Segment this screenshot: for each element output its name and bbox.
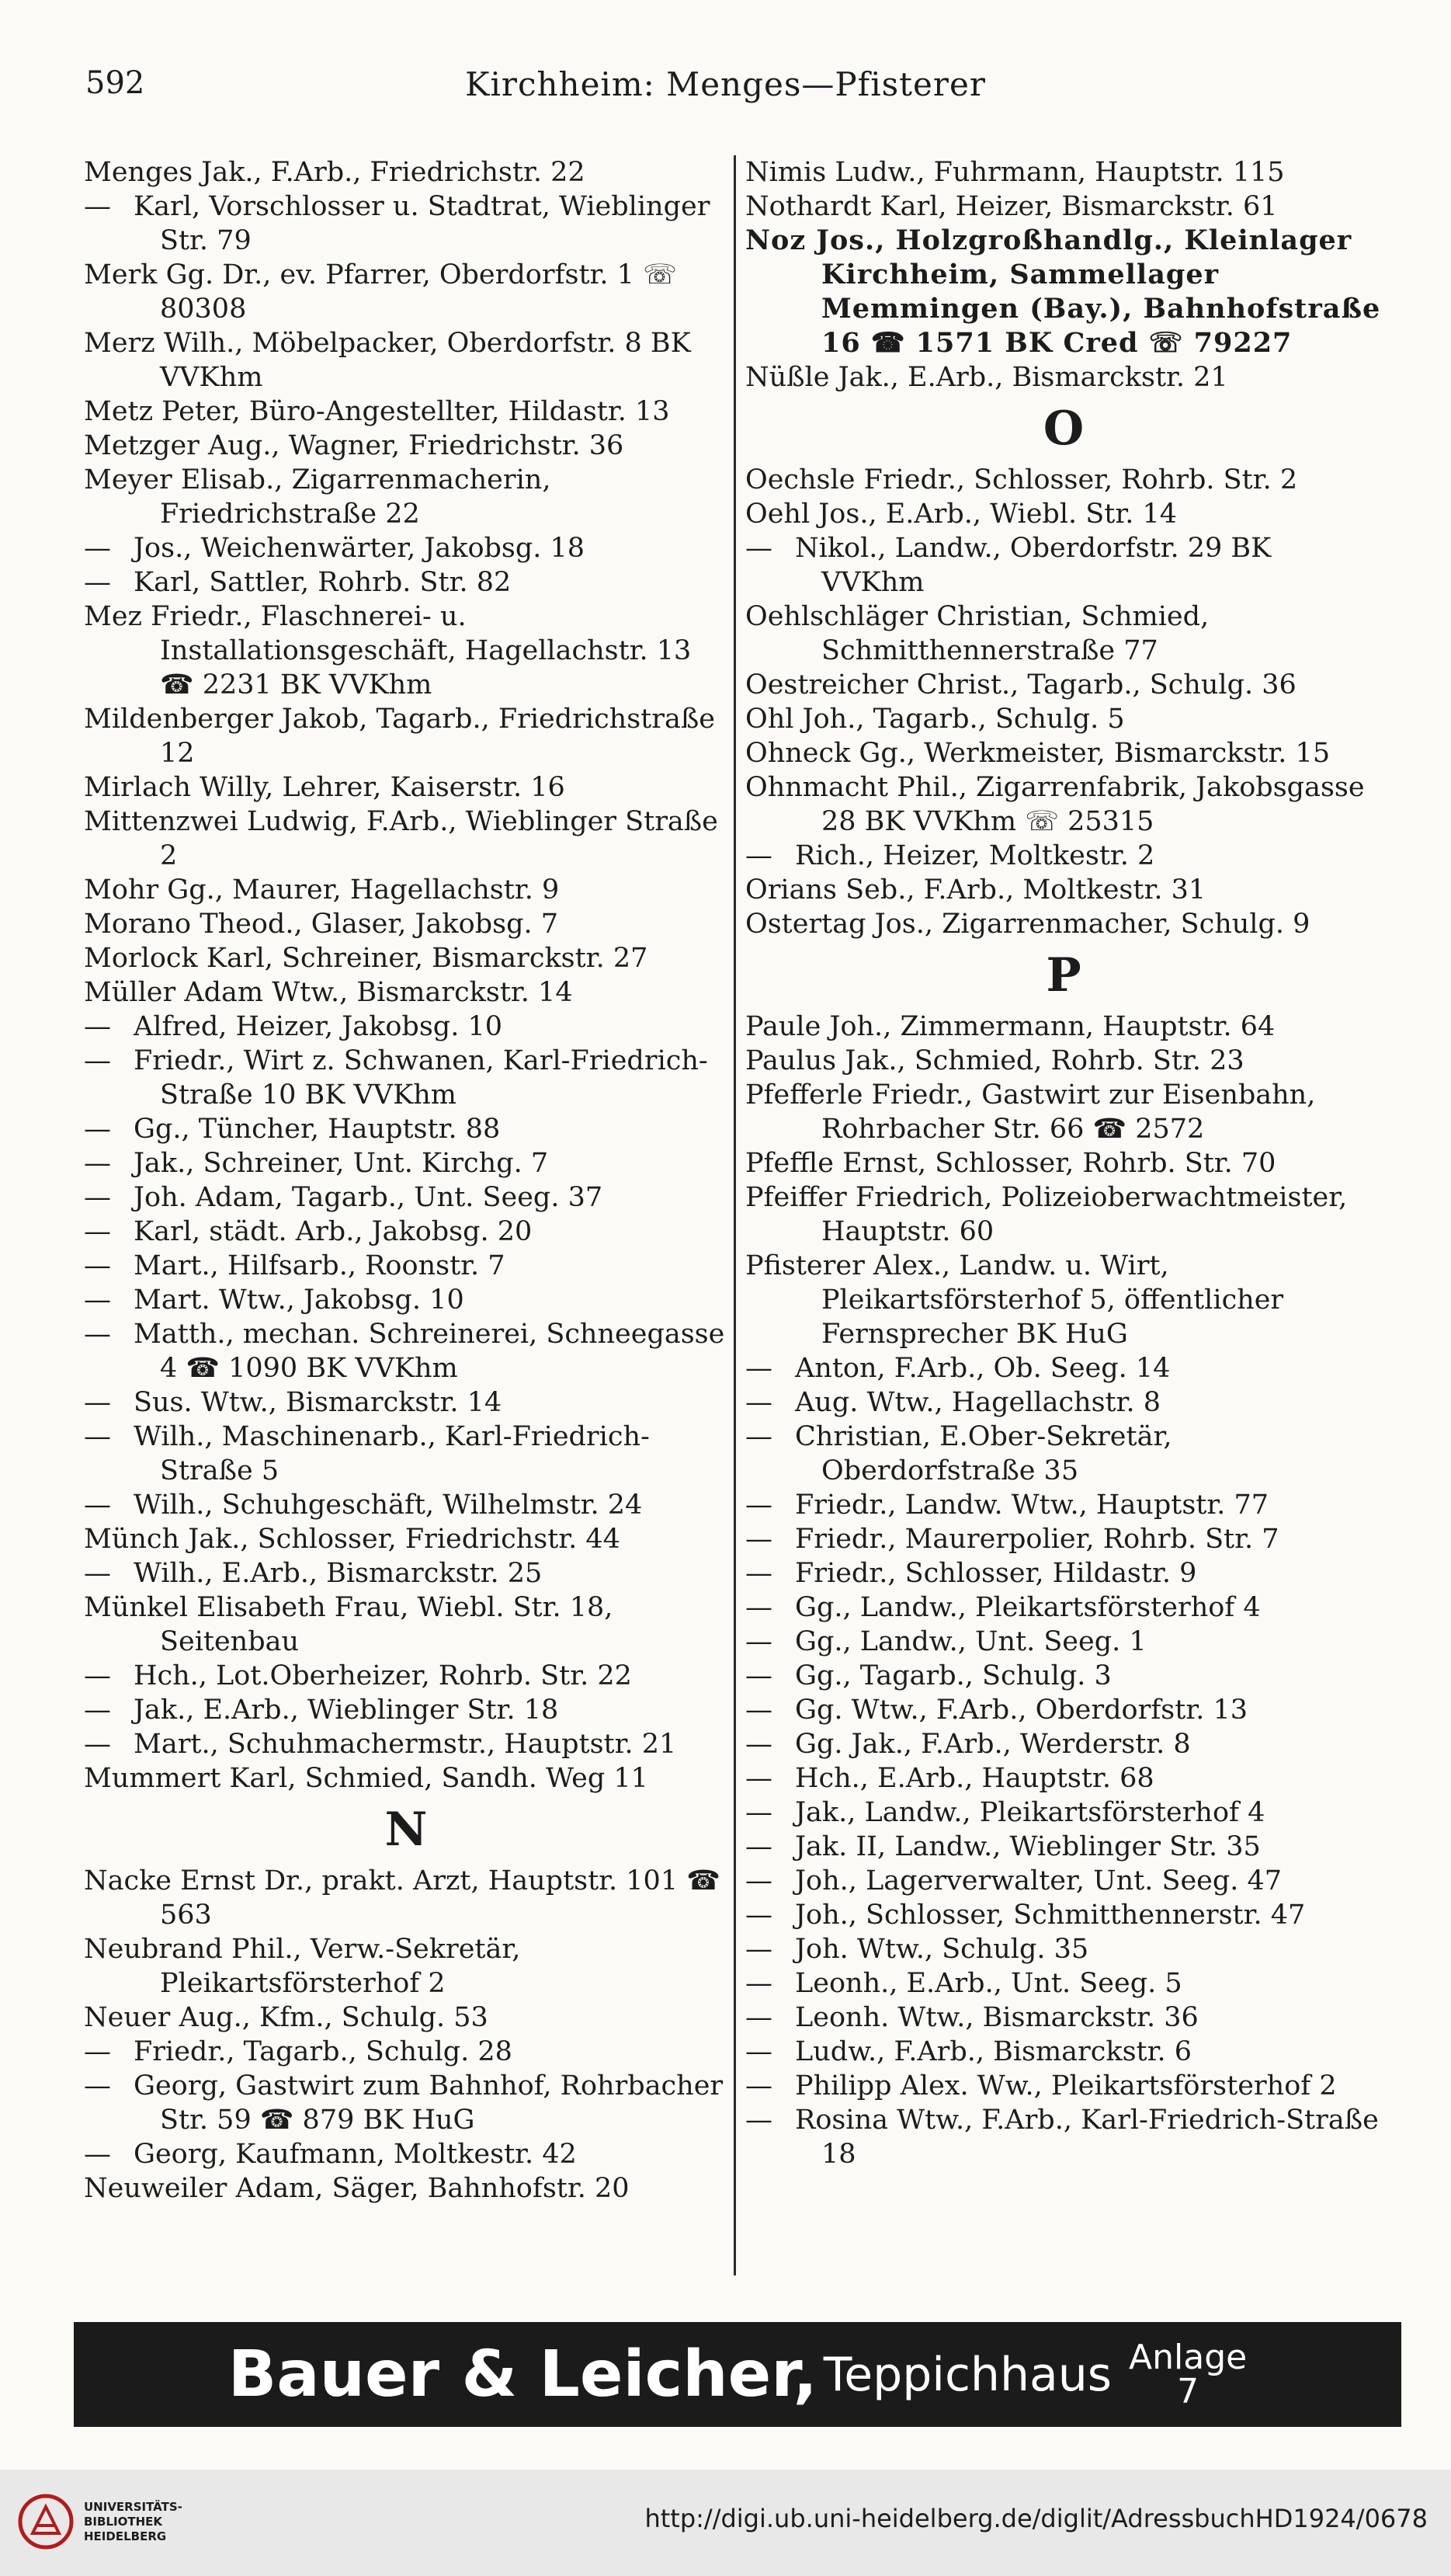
directory-entry bbox=[745, 1727, 1382, 1761]
entry-text: Pfeffle Ernst, Schlosser, Rohrb. Str. 70 bbox=[745, 1148, 1276, 1179]
directory-entry bbox=[745, 702, 1382, 736]
entry-text: Noz Jos., Holzgroßhandlg., Kleinlager Kirchheim, Sammellager Memmingen (Bay.), Bahnhofstraße 16 ☎ 1571 BK Cred ☏ 79227 bbox=[745, 224, 1381, 359]
directory-entry bbox=[84, 1146, 728, 1180]
directory-entry bbox=[84, 600, 728, 702]
directory-entry bbox=[745, 497, 1382, 531]
directory-entry bbox=[84, 326, 728, 395]
directory-entry bbox=[84, 1317, 728, 1385]
entry-text: Metz Peter, Büro-Angestellter, Hildastr. 13 bbox=[84, 396, 670, 427]
running-head: Kirchheim: Menges—Pfisterer bbox=[465, 65, 986, 103]
entry-text: Hch., Lot.Oberheizer, Rohrb. Str. 22 bbox=[134, 1660, 632, 1691]
directory-entry bbox=[84, 805, 728, 873]
ditto-dash: — bbox=[84, 1045, 111, 1076]
entry-text: Leonh. Wtw., Bismarckstr. 36 bbox=[795, 2002, 1199, 2033]
ditto-dash: — bbox=[745, 1831, 772, 1862]
directory-entry bbox=[745, 1351, 1382, 1385]
page-header bbox=[85, 65, 1366, 112]
ditto-dash: — bbox=[84, 2036, 111, 2067]
entry-text: Merz Wilh., Möbelpacker, Oberdorfstr. 8 BK VVKhm bbox=[84, 328, 691, 393]
directory-entry bbox=[84, 258, 728, 326]
ditto-dash: — bbox=[745, 1660, 772, 1691]
entry-text: Christian, E.Ober-Sekretär, Oberdorfstraße 35 bbox=[795, 1421, 1172, 1486]
entry-text: Oehlschläger Christian, Schmied, Schmitthennerstraße 77 bbox=[745, 601, 1210, 666]
directory-entry bbox=[745, 1556, 1382, 1590]
entry-text: Jos., Weichenwärter, Jakobsg. 18 bbox=[134, 533, 585, 564]
library-name-line-1: UNIVERSITÄTS- bbox=[84, 2499, 182, 2514]
entry-text: Nothardt Karl, Heizer, Bismarckstr. 61 bbox=[745, 191, 1278, 222]
ditto-dash: — bbox=[84, 1285, 111, 1316]
ditto-dash: — bbox=[84, 1250, 111, 1281]
ditto-dash: — bbox=[745, 1934, 772, 1965]
entry-text: Meyer Elisab., Zigarrenmacherin, Friedrichstraße 22 bbox=[84, 464, 551, 530]
directory-entry bbox=[745, 600, 1382, 668]
directory-entry bbox=[84, 1180, 728, 1215]
directory-entry bbox=[745, 2069, 1382, 2103]
library-logo[interactable] bbox=[17, 2493, 182, 2550]
ditto-dash: — bbox=[84, 1558, 111, 1589]
entry-text: Menges Jak., F.Arb., Friedrichstr. 22 bbox=[84, 157, 585, 188]
ditto-dash: — bbox=[745, 2036, 772, 2067]
right-column bbox=[745, 155, 1382, 2171]
directory-entry bbox=[84, 2171, 728, 2206]
entry-text: Wilh., E.Arb., Bismarckstr. 25 bbox=[134, 1558, 543, 1589]
directory-entry bbox=[745, 1249, 1382, 1351]
ditto-dash: — bbox=[745, 1763, 772, 1794]
entry-text: Neuweiler Adam, Säger, Bahnhofstr. 20 bbox=[84, 2173, 630, 2204]
directory-entry bbox=[84, 1385, 728, 1420]
directory-entry bbox=[745, 189, 1382, 224]
ditto-dash: — bbox=[745, 1797, 772, 1828]
entry-text: Merk Gg. Dr., ev. Pfarrer, Oberdorfstr. 1 ☏ 80308 bbox=[84, 259, 677, 325]
entry-text: Mart., Hilfsarb., Roonstr. 7 bbox=[134, 1250, 505, 1281]
entry-text: Gg., Landw., Unt. Seeg. 1 bbox=[795, 1626, 1147, 1657]
directory-entry bbox=[84, 1044, 728, 1112]
directory-entry bbox=[84, 1010, 728, 1044]
directory-entry bbox=[745, 1044, 1382, 1078]
ditto-dash: — bbox=[84, 1319, 111, 1350]
ditto-dash: — bbox=[745, 533, 772, 564]
directory-entry bbox=[745, 839, 1382, 873]
entry-text: Gg. Wtw., F.Arb., Oberdorfstr. 13 bbox=[795, 1695, 1248, 1726]
directory-entry bbox=[84, 395, 728, 429]
entry-text: Pfefferle Friedr., Gastwirt zur Eisenbahn, Rohrbacher Str. 66 ☎ 2572 bbox=[745, 1079, 1316, 1145]
entry-text: Georg, Kaufmann, Moltkestr. 42 bbox=[134, 2139, 577, 2170]
entry-text: Wilh., Schuhgeschäft, Wilhelmstr. 24 bbox=[134, 1490, 643, 1521]
directory-entry bbox=[745, 736, 1382, 770]
column-divider bbox=[734, 155, 736, 2275]
entry-text: Morano Theod., Glaser, Jakobsg. 7 bbox=[84, 909, 558, 940]
entry-text: Friedr., Wirt z. Schwanen, Karl-Friedrich-Straße 10 BK VVKhm bbox=[134, 1045, 708, 1111]
library-name-line-2: BIBLIOTHEK bbox=[84, 2514, 162, 2529]
directory-entry bbox=[745, 463, 1382, 497]
entry-text: Friedr., Landw. Wtw., Hauptstr. 77 bbox=[795, 1490, 1269, 1521]
entry-text: Karl, Vorschlosser u. Stadtrat, Wieblinger Str. 79 bbox=[134, 191, 710, 256]
directory-entry bbox=[84, 907, 728, 941]
ditto-dash: — bbox=[84, 1216, 111, 1247]
entry-text: Mirlach Willy, Lehrer, Kaiserstr. 16 bbox=[84, 772, 565, 803]
ditto-dash: — bbox=[745, 1900, 772, 1931]
section-letter: O bbox=[1043, 402, 1085, 456]
entry-text: Georg, Gastwirt zum Bahnhof, Rohrbacher Str. 59 ☎ 879 BK HuG bbox=[134, 2070, 724, 2136]
directory-entry bbox=[84, 2001, 728, 2035]
ditto-dash: — bbox=[745, 1421, 772, 1452]
ditto-dash: — bbox=[745, 1592, 772, 1623]
entry-text: Nacke Ernst Dr., prakt. Arzt, Hauptstr. 101 ☎ 563 bbox=[84, 1865, 720, 1931]
directory-entry bbox=[745, 907, 1382, 941]
entry-text: Rosina Wtw., F.Arb., Karl-Friedrich-Straße 18 bbox=[795, 2105, 1379, 2170]
entry-text: Friedr., Tagarb., Schulg. 28 bbox=[134, 2036, 512, 2067]
directory-entry bbox=[84, 1932, 728, 2001]
directory-entry bbox=[84, 1761, 728, 1796]
ditto-dash: — bbox=[84, 1695, 111, 1726]
directory-entry bbox=[745, 1659, 1382, 1693]
ditto-dash: — bbox=[745, 1353, 772, 1384]
directory-entry bbox=[745, 1385, 1382, 1420]
ditto-dash: — bbox=[84, 2070, 111, 2101]
directory-entry bbox=[84, 1864, 728, 1932]
advertisement-banner bbox=[74, 2322, 1401, 2427]
ditto-dash: — bbox=[745, 1968, 772, 1999]
entry-text: Jak., E.Arb., Wieblinger Str. 18 bbox=[134, 1695, 559, 1726]
directory-entry bbox=[84, 1693, 728, 1727]
ditto-dash: — bbox=[84, 1421, 111, 1452]
entry-text: Mildenberger Jakob, Tagarb., Friedrichstraße 12 bbox=[84, 704, 715, 769]
directory-entry bbox=[84, 770, 728, 805]
directory-entry bbox=[745, 1830, 1382, 1864]
directory-entry bbox=[84, 1420, 728, 1488]
ditto-dash: — bbox=[84, 1490, 111, 1521]
entry-text: Joh., Schlosser, Schmitthennerstr. 47 bbox=[795, 1900, 1306, 1931]
entry-text: Oechsle Friedr., Schlosser, Rohrb. Str. 2 bbox=[745, 464, 1298, 495]
directory-entry bbox=[84, 155, 728, 189]
entry-text: Karl, städt. Arb., Jakobsg. 20 bbox=[134, 1216, 533, 1247]
entry-text: Nüßle Jak., E.Arb., Bismarckstr. 21 bbox=[745, 362, 1228, 393]
entry-text: Ostertag Jos., Zigarrenmacher, Schulg. 9 bbox=[745, 909, 1310, 940]
section-letter: P bbox=[1046, 948, 1081, 1003]
entry-text: Jak., Landw., Pleikartsförsterhof 4 bbox=[795, 1797, 1265, 1828]
ditto-dash: — bbox=[745, 1558, 772, 1589]
entry-text: Philipp Alex. Ww., Pleikartsförsterhof 2 bbox=[795, 2070, 1337, 2101]
directory-entry bbox=[745, 1761, 1382, 1796]
directory-entry bbox=[745, 1966, 1382, 2001]
directory-entry bbox=[84, 565, 728, 600]
directory-entry bbox=[84, 702, 728, 770]
directory-entry bbox=[745, 873, 1382, 907]
entry-text: Ohneck Gg., Werkmeister, Bismarckstr. 15 bbox=[745, 738, 1331, 769]
directory-entry bbox=[745, 1078, 1382, 1146]
entry-text: Joh. Wtw., Schulg. 35 bbox=[795, 1934, 1089, 1965]
directory-entry bbox=[745, 1932, 1382, 1966]
entry-text: Mummert Karl, Schmied, Sandh. Weg 11 bbox=[84, 1763, 648, 1794]
directory-entry bbox=[84, 1215, 728, 1249]
ditto-dash: — bbox=[745, 2105, 772, 2136]
entry-text: Jak. II, Landw., Wieblinger Str. 35 bbox=[795, 1831, 1261, 1862]
entry-text: Joh. Adam, Tagarb., Unt. Seeg. 37 bbox=[134, 1182, 603, 1213]
ditto-dash: — bbox=[84, 1387, 111, 1418]
ditto-dash: — bbox=[84, 1011, 111, 1042]
ditto-dash: — bbox=[745, 1626, 772, 1657]
entry-text: Oestreicher Christ., Tagarb., Schulg. 36 bbox=[745, 669, 1297, 700]
ditto-dash: — bbox=[84, 533, 111, 564]
entry-text: Karl, Sattler, Rohrb. Str. 82 bbox=[134, 567, 512, 598]
section-letter: N bbox=[384, 1803, 428, 1857]
entry-text: Mez Friedr., Flaschnerei- u. Installationsgeschäft, Hagellachstr. 13 ☎ 2231 BK VVKhm bbox=[84, 601, 692, 700]
directory-entry bbox=[84, 429, 728, 463]
entry-text: Müller Adam Wtw., Bismarckstr. 14 bbox=[84, 977, 573, 1008]
ditto-dash: — bbox=[84, 567, 111, 598]
directory-entry bbox=[745, 360, 1382, 395]
directory-entry bbox=[84, 1590, 728, 1659]
directory-entry bbox=[745, 1796, 1382, 1830]
entry-text: Hch., E.Arb., Hauptstr. 68 bbox=[795, 1763, 1154, 1794]
directory-entry bbox=[745, 224, 1382, 360]
entry-text: Ohl Joh., Tagarb., Schulg. 5 bbox=[745, 704, 1125, 735]
entry-text: Sus. Wtw., Bismarckstr. 14 bbox=[134, 1387, 502, 1418]
ditto-dash: — bbox=[84, 1114, 111, 1145]
entry-text: Neubrand Phil., Verw.-Sekretär, Pleikartsförsterhof 2 bbox=[84, 1934, 521, 1999]
entry-text: Joh., Lagerverwalter, Unt. Seeg. 47 bbox=[795, 1865, 1283, 1896]
directory-entry bbox=[84, 941, 728, 975]
directory-entry bbox=[84, 2137, 728, 2171]
directory-entry bbox=[745, 1180, 1382, 1249]
entry-text: Metzger Aug., Wagner, Friedrichstr. 36 bbox=[84, 430, 624, 461]
directory-entry bbox=[84, 1556, 728, 1590]
ditto-dash: — bbox=[84, 1182, 111, 1213]
directory-entry bbox=[745, 1522, 1382, 1556]
entry-text: Münkel Elisabeth Frau, Wiebl. Str. 18, Seitenbau bbox=[84, 1592, 613, 1657]
entry-text: Gg., Landw., Pleikartsförsterhof 4 bbox=[795, 1592, 1261, 1623]
directory-entry bbox=[84, 873, 728, 907]
entry-text: Neuer Aug., Kfm., Schulg. 53 bbox=[84, 2002, 488, 2033]
directory-entry bbox=[84, 463, 728, 531]
ditto-dash: — bbox=[745, 840, 772, 871]
ad-address bbox=[1129, 2337, 1248, 2411]
directory-entry bbox=[745, 1693, 1382, 1727]
entry-text: Ludw., F.Arb., Bismarckstr. 6 bbox=[795, 2036, 1192, 2067]
viewer-footer bbox=[0, 2470, 1451, 2576]
entry-text: Mittenzwei Ludwig, F.Arb., Wieblinger Straße 2 bbox=[84, 806, 718, 871]
directory-entry bbox=[745, 1010, 1382, 1044]
entry-text: Wilh., Maschinenarb., Karl-Friedrich-Straße 5 bbox=[134, 1421, 650, 1486]
ditto-dash: — bbox=[745, 2070, 772, 2101]
directory-entry bbox=[745, 531, 1382, 600]
entry-text: Ohnmacht Phil., Zigarrenfabrik, Jakobsgasse 28 BK VVKhm ☏ 25315 bbox=[745, 772, 1365, 837]
directory-entry bbox=[745, 1488, 1382, 1522]
ad-address-number: 7 bbox=[1177, 2371, 1199, 2411]
directory-entry bbox=[745, 2035, 1382, 2069]
library-name-line-3: HEIDELBERG bbox=[84, 2529, 167, 2543]
permalink-url[interactable]: http://digi.ub.uni-heidelberg.de/diglit/AdressbuchHD1924/0678 bbox=[644, 2504, 1428, 2533]
entry-text: Morlock Karl, Schreiner, Bismarckstr. 27 bbox=[84, 943, 648, 974]
ad-address-street: Anlage bbox=[1129, 2337, 1248, 2377]
entry-text: Gg. Jak., F.Arb., Werderstr. 8 bbox=[795, 1729, 1191, 1760]
directory-entry bbox=[745, 668, 1382, 702]
entry-text: Rich., Heizer, Moltkestr. 2 bbox=[795, 840, 1155, 871]
library-name bbox=[84, 2500, 182, 2544]
entry-text: Paule Joh., Zimmermann, Hauptstr. 64 bbox=[745, 1011, 1276, 1042]
directory-entry bbox=[745, 2001, 1382, 2035]
ditto-dash: — bbox=[745, 1524, 772, 1555]
directory-entry bbox=[745, 1898, 1382, 1932]
directory-entry bbox=[84, 1727, 728, 1761]
entry-text: Leonh., E.Arb., Unt. Seeg. 5 bbox=[795, 1968, 1182, 1999]
left-column bbox=[84, 155, 728, 2206]
entry-text: Pfisterer Alex., Landw. u. Wirt, Pleikartsförsterhof 5, öffentlicher Fernsprecher BK HuG bbox=[745, 1250, 1284, 1350]
directory-entry bbox=[84, 975, 728, 1010]
entry-text: Gg., Tüncher, Hauptstr. 88 bbox=[134, 1114, 501, 1145]
entry-text: Pfeiffer Friedrich, Polizeioberwachtmeister, Hauptstr. 60 bbox=[745, 1182, 1348, 1247]
entry-text: Friedr., Schlosser, Hildastr. 9 bbox=[795, 1558, 1197, 1589]
ditto-dash: — bbox=[745, 1490, 772, 1521]
ditto-dash: — bbox=[84, 1660, 111, 1691]
ditto-dash: — bbox=[745, 1695, 772, 1726]
ditto-dash: — bbox=[84, 191, 111, 222]
directory-entry bbox=[745, 770, 1382, 839]
ditto-dash: — bbox=[745, 1865, 772, 1896]
entry-text: Nikol., Landw., Oberdorfstr. 29 BK VVKhm bbox=[795, 533, 1272, 598]
ad-company-name: Bauer & Leicher, bbox=[227, 2338, 817, 2411]
directory-entry bbox=[745, 2103, 1382, 2171]
ditto-dash: — bbox=[84, 2139, 111, 2170]
entry-text: Alfred, Heizer, Jakobsg. 10 bbox=[134, 1011, 502, 1042]
directory-entry bbox=[745, 1864, 1382, 1898]
directory-entry bbox=[745, 155, 1382, 189]
directory-entry bbox=[84, 2035, 728, 2069]
ad-business-type: Teppichhaus bbox=[823, 2347, 1113, 2402]
ditto-dash: — bbox=[745, 1729, 772, 1760]
directory-entry bbox=[84, 1488, 728, 1522]
entry-text: Friedr., Maurerpolier, Rohrb. Str. 7 bbox=[795, 1524, 1279, 1555]
directory-entry bbox=[84, 531, 728, 565]
entry-text: Gg., Tagarb., Schulg. 3 bbox=[795, 1660, 1112, 1691]
directory-entry bbox=[84, 2069, 728, 2137]
ditto-dash: — bbox=[745, 2002, 772, 2033]
page-number: 592 bbox=[85, 65, 145, 101]
directory-entry bbox=[745, 1420, 1382, 1488]
entry-text: Mohr Gg., Maurer, Hagellachstr. 9 bbox=[84, 874, 560, 906]
directory-entry bbox=[745, 1590, 1382, 1625]
directory-entry bbox=[84, 1522, 728, 1556]
directory-entry bbox=[84, 189, 728, 258]
directory-entry bbox=[745, 1146, 1382, 1180]
entry-text: Orians Seb., F.Arb., Moltkestr. 31 bbox=[745, 874, 1206, 906]
directory-entry bbox=[84, 1283, 728, 1317]
directory-entry bbox=[745, 1625, 1382, 1659]
entry-text: Mart. Wtw., Jakobsg. 10 bbox=[134, 1285, 464, 1316]
ditto-dash: — bbox=[84, 1729, 111, 1760]
entry-text: Oehl Jos., E.Arb., Wiebl. Str. 14 bbox=[745, 499, 1178, 530]
entry-text: Matth., mechan. Schreinerei, Schneegasse 4 ☎ 1090 BK VVKhm bbox=[134, 1319, 725, 1384]
directory-entry bbox=[84, 1112, 728, 1146]
entry-text: Jak., Schreiner, Unt. Kirchg. 7 bbox=[134, 1148, 549, 1179]
entry-text: Aug. Wtw., Hagellachstr. 8 bbox=[795, 1387, 1161, 1418]
entry-text: Paulus Jak., Schmied, Rohrb. Str. 23 bbox=[745, 1045, 1244, 1076]
directory-entry bbox=[84, 1659, 728, 1693]
ditto-dash: — bbox=[84, 1148, 111, 1179]
entry-text: Anton, F.Arb., Ob. Seeg. 14 bbox=[795, 1353, 1171, 1384]
library-seal-icon bbox=[17, 2493, 75, 2550]
entry-text: Nimis Ludw., Fuhrmann, Hauptstr. 115 bbox=[745, 157, 1285, 188]
entry-text: Münch Jak., Schlosser, Friedrichstr. 44 bbox=[84, 1524, 620, 1555]
directory-entry bbox=[84, 1249, 728, 1283]
ditto-dash: — bbox=[745, 1387, 772, 1418]
entry-text: Mart., Schuhmachermstr., Hauptstr. 21 bbox=[134, 1729, 677, 1760]
